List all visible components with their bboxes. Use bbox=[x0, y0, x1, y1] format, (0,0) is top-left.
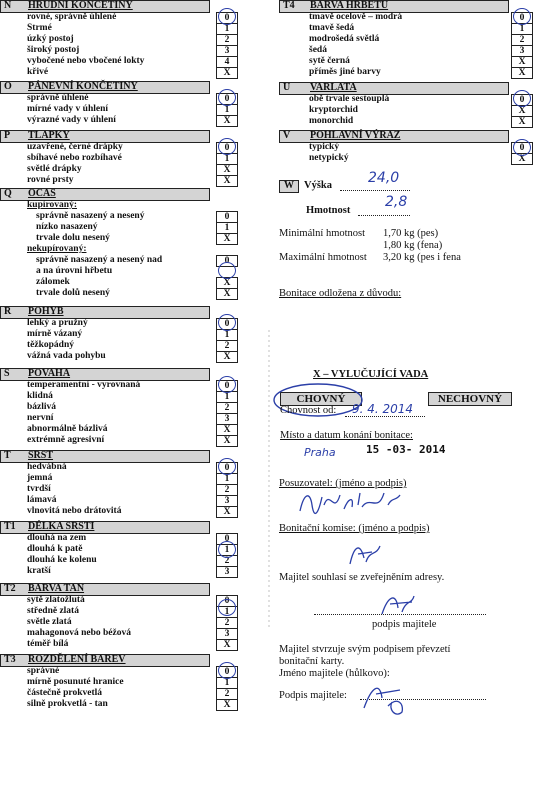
item-label: správně nasazený a nesený bbox=[36, 211, 145, 221]
score-box: 0 bbox=[216, 666, 238, 678]
selection-circle bbox=[218, 89, 236, 106]
item-label: středně zlatá bbox=[27, 606, 79, 616]
score-box: 1 bbox=[216, 104, 238, 116]
score-box: 1 bbox=[216, 677, 238, 689]
item-label: křivé bbox=[27, 67, 49, 77]
item-label: trvale dolu nesený bbox=[36, 233, 110, 243]
owner-signature-2 bbox=[358, 678, 410, 718]
item-label: obě trvale sestouplá bbox=[309, 94, 390, 104]
score-box: 3 bbox=[216, 495, 238, 507]
section-code: O bbox=[4, 81, 12, 92]
column-divider bbox=[268, 330, 270, 630]
score-box: X bbox=[216, 435, 238, 447]
height-dots bbox=[340, 190, 410, 191]
since-dots bbox=[345, 416, 425, 417]
score-box: 1 bbox=[511, 23, 533, 35]
score-box: 3 bbox=[216, 628, 238, 640]
score-box: 1 bbox=[216, 153, 238, 165]
item-label: extrémně agresivní bbox=[27, 435, 105, 445]
section-title: TLAPKY bbox=[28, 130, 70, 141]
item-label: tvrdší bbox=[27, 484, 51, 494]
item-label: správně úhlené bbox=[27, 93, 89, 103]
item-label: temperamentní - vyrovnaná bbox=[27, 380, 141, 390]
item-label: mírně vázaný bbox=[27, 329, 83, 339]
nechovny-box bbox=[428, 392, 512, 406]
selection-circle bbox=[218, 138, 236, 155]
score-box: 0 bbox=[216, 12, 238, 24]
section-title: BARVA HŘBETU bbox=[310, 0, 389, 11]
score-box: X bbox=[511, 67, 533, 79]
item-label: vážná vada pohybu bbox=[27, 351, 106, 361]
item-label: správné bbox=[27, 666, 60, 676]
judge-signature bbox=[296, 485, 406, 521]
place-label: Místo a datum konání bonitace: bbox=[280, 430, 413, 441]
section-title: POHYB bbox=[28, 306, 64, 317]
item-label: sytě zlatožlutá bbox=[27, 595, 85, 605]
item-label: příměs jiné barvy bbox=[309, 67, 381, 77]
score-box: 0 bbox=[216, 142, 238, 154]
item-label: rovné prsty bbox=[27, 175, 74, 185]
section-code: V bbox=[283, 130, 291, 141]
score-box: 2 bbox=[216, 484, 238, 496]
score-box: 2 bbox=[216, 402, 238, 414]
weight-dots bbox=[358, 215, 410, 216]
item-label: sytě černá bbox=[309, 56, 350, 66]
score-box: 1 bbox=[216, 391, 238, 403]
item-label: tmavě ocelově – modrá bbox=[309, 12, 403, 22]
committee-signature bbox=[344, 536, 384, 570]
item-label: částečně prokvetlá bbox=[27, 688, 103, 698]
since-value: 9. 4. 2014 bbox=[352, 402, 414, 416]
section-title: HRUDNÍ KONČETINY bbox=[28, 0, 133, 11]
min-weight-label: Minimální hmotnost bbox=[279, 228, 366, 239]
item-label: mírné vady v úhlení bbox=[27, 104, 109, 114]
score-box: X bbox=[216, 351, 238, 363]
chovny-label: CHOVNÝ bbox=[296, 393, 346, 405]
score-box: 0 bbox=[216, 211, 238, 223]
section-code: W bbox=[284, 180, 294, 191]
min-weight-bitch: 1,80 kg (fena) bbox=[383, 240, 443, 251]
selection-circle bbox=[218, 662, 236, 679]
item-label: bázlivá bbox=[27, 402, 57, 412]
score-box: 0 bbox=[216, 255, 238, 267]
item-label: dlouhá na zem bbox=[27, 533, 87, 543]
score-box: X bbox=[216, 233, 238, 245]
section-code: U bbox=[283, 82, 291, 93]
section-title: DÉLKA SRSTI bbox=[28, 521, 95, 532]
score-box: X bbox=[216, 67, 238, 79]
disqualify-title: X – VYLUČUJÍCÍ VADA bbox=[313, 369, 429, 380]
section-title: OCAS bbox=[28, 188, 56, 199]
item-label: lámavá bbox=[27, 495, 57, 505]
section-title: ROZDĚLENÍ BAREV bbox=[28, 654, 126, 665]
score-box: X bbox=[511, 105, 533, 117]
weight-label: Hmotnost bbox=[306, 205, 351, 216]
owner-signature-1 bbox=[378, 590, 418, 620]
selection-circle bbox=[218, 599, 236, 616]
score-box: 0 bbox=[216, 380, 238, 392]
postponed-label: Bonitace odložena z důvodu: bbox=[279, 288, 402, 299]
item-label: hedvábná bbox=[27, 462, 67, 472]
item-label: dlouhá ke kolenu bbox=[27, 555, 97, 565]
item-label: výrazné vady v úhlení bbox=[27, 115, 116, 125]
date-stamp: 15 -03- 2014 bbox=[366, 443, 446, 456]
max-weight-label: Maximální hmotnost bbox=[279, 252, 367, 263]
item-label: nekupírovaný: bbox=[27, 244, 87, 254]
score-box: 2 bbox=[511, 34, 533, 46]
section-title: POHLAVNÍ VÝRAZ bbox=[310, 130, 401, 141]
score-box: 3 bbox=[511, 45, 533, 57]
section-title: PÁNEVNÍ KONČETINY bbox=[28, 81, 138, 92]
item-label: šedá bbox=[309, 45, 327, 55]
score-box: 0 bbox=[216, 93, 238, 105]
item-label: lehký a pružný bbox=[27, 318, 88, 328]
item-label: netypický bbox=[309, 153, 349, 163]
section-title: SRST bbox=[28, 450, 54, 461]
score-box: X bbox=[216, 699, 238, 711]
min-weight-dog: 1,70 kg (pes) bbox=[383, 228, 439, 239]
score-box: 2 bbox=[216, 555, 238, 567]
section-code: Q bbox=[4, 188, 12, 199]
section-code: T2 bbox=[4, 583, 16, 594]
item-label: rovné, správně úhlené bbox=[27, 12, 117, 22]
owner-name-label: Jméno majitele (hůlkovo): bbox=[279, 668, 390, 679]
score-box: X bbox=[216, 164, 238, 176]
item-label: nervní bbox=[27, 413, 54, 423]
selection-circle bbox=[218, 314, 236, 331]
score-box: X bbox=[216, 115, 238, 127]
score-box: 0 bbox=[511, 94, 533, 106]
item-label: mírně posunuté hranice bbox=[27, 677, 124, 687]
score-box: 1 bbox=[216, 544, 238, 556]
score-box: 0 bbox=[216, 318, 238, 330]
score-box: X bbox=[216, 277, 238, 289]
score-box: 2 bbox=[216, 34, 238, 46]
section-code: N bbox=[4, 0, 12, 11]
owner-consent: Majitel souhlasí se zveřejněním adresy. bbox=[279, 572, 445, 583]
score-box: X bbox=[511, 116, 533, 128]
item-label: klidná bbox=[27, 391, 53, 401]
height-value: 24,0 bbox=[368, 170, 400, 186]
item-label: tmavě šedá bbox=[309, 23, 355, 33]
score-box: X bbox=[216, 175, 238, 187]
item-label: modrošedá světlá bbox=[309, 34, 380, 44]
section-title: POVAHA bbox=[28, 368, 71, 379]
section-code: T bbox=[4, 450, 11, 461]
item-label: téměř bílá bbox=[27, 639, 69, 649]
section-code: P bbox=[4, 130, 11, 141]
section-code: T4 bbox=[283, 0, 295, 11]
section-code: S bbox=[4, 368, 10, 379]
score-box: 1 bbox=[216, 329, 238, 341]
selection-circle bbox=[513, 90, 531, 107]
item-label: dlouhá k patě bbox=[27, 544, 83, 554]
item-label: kratší bbox=[27, 566, 51, 576]
score-box: 1 bbox=[216, 222, 238, 234]
item-label: monorchid bbox=[309, 116, 354, 126]
score-box: X bbox=[511, 153, 533, 165]
nechovny-label: NECHOVNÝ bbox=[437, 393, 503, 405]
item-label: kryptorchid bbox=[309, 105, 358, 115]
item-label: zálomek bbox=[36, 277, 70, 287]
item-label: a na úrovni hřbetu bbox=[36, 266, 113, 276]
weight-value: 2,8 bbox=[385, 194, 408, 210]
owner-confirm-2: bonitační karty. bbox=[279, 656, 345, 667]
score-box: X bbox=[216, 639, 238, 651]
score-box: 0 bbox=[511, 12, 533, 24]
score-box: X bbox=[216, 506, 238, 518]
score-box: 2 bbox=[216, 617, 238, 629]
max-weight-value: 3,20 kg (pes i fena bbox=[383, 252, 461, 263]
owner-confirm-1: Majitel stvrzuje svým podpisem převzetí bbox=[279, 644, 451, 655]
item-label: abnormálně bázlivá bbox=[27, 424, 108, 434]
item-label: trvale dolů nesený bbox=[36, 288, 110, 298]
score-box: X bbox=[216, 288, 238, 300]
item-label: typický bbox=[309, 142, 340, 152]
selection-circle bbox=[218, 541, 236, 558]
score-box: 0 bbox=[216, 462, 238, 474]
score-box: 1 bbox=[216, 473, 238, 485]
selection-circle bbox=[218, 376, 236, 393]
score-box: 3 bbox=[216, 45, 238, 57]
item-label: úzký postoj bbox=[27, 34, 74, 44]
score-box: X bbox=[511, 56, 533, 68]
item-label: silně prokvetlá - tan bbox=[27, 699, 108, 709]
item-label: Strmé bbox=[27, 23, 52, 33]
item-label: jemná bbox=[27, 473, 53, 483]
item-label: vlnovitá nebo drátovitá bbox=[27, 506, 122, 516]
section-title: BARVA TAN bbox=[28, 583, 85, 594]
section-code: T1 bbox=[4, 521, 16, 532]
item-label: uzavřené, černé drápky bbox=[27, 142, 123, 152]
selection-circle bbox=[218, 458, 236, 475]
section-code: T3 bbox=[4, 654, 16, 665]
selection-circle bbox=[218, 262, 236, 279]
section-title: VARLATA bbox=[310, 82, 357, 93]
score-box: 1 bbox=[216, 606, 238, 618]
score-box: 0 bbox=[216, 595, 238, 607]
section-code: R bbox=[4, 306, 12, 317]
score-box: 3 bbox=[216, 566, 238, 578]
item-label: široký postoj bbox=[27, 45, 80, 55]
item-label: sbíhavé nebo rozbíhavé bbox=[27, 153, 122, 163]
height-label: Výška bbox=[304, 180, 333, 191]
score-box: 0 bbox=[511, 142, 533, 154]
owner-sig-label: podpis majitele bbox=[372, 619, 437, 630]
score-box: 1 bbox=[216, 23, 238, 35]
item-label: světlé drápky bbox=[27, 164, 82, 174]
committee-label: Bonitační komise: (jméno a podpis) bbox=[279, 523, 430, 534]
item-label: nízko nasazený bbox=[36, 222, 98, 232]
selection-circle bbox=[218, 8, 236, 25]
score-box: 2 bbox=[216, 340, 238, 352]
item-label: mahagonová nebo béžová bbox=[27, 628, 131, 638]
selection-circle bbox=[513, 8, 531, 25]
since-label: Chovnost od: bbox=[280, 405, 337, 416]
item-label: kupírovaný: bbox=[27, 200, 77, 210]
score-box: 3 bbox=[216, 413, 238, 425]
judge-label: Posuzovatel: (jméno a podpis) bbox=[279, 478, 407, 489]
selection-circle bbox=[513, 139, 531, 156]
item-label: správně nasazený a nesený nad bbox=[36, 255, 163, 265]
item-label: těžkopádný bbox=[27, 340, 74, 350]
section-w-head bbox=[279, 180, 299, 193]
score-box: 4 bbox=[216, 56, 238, 68]
score-box: X bbox=[216, 424, 238, 436]
item-label: světle zlatá bbox=[27, 617, 72, 627]
score-box: 2 bbox=[216, 688, 238, 700]
owner-sign-label: Podpis majitele: bbox=[279, 690, 347, 701]
item-label: vybočené nebo vbočené lokty bbox=[27, 56, 145, 66]
place-value: Praha bbox=[304, 446, 336, 459]
score-box: 0 bbox=[216, 533, 238, 545]
